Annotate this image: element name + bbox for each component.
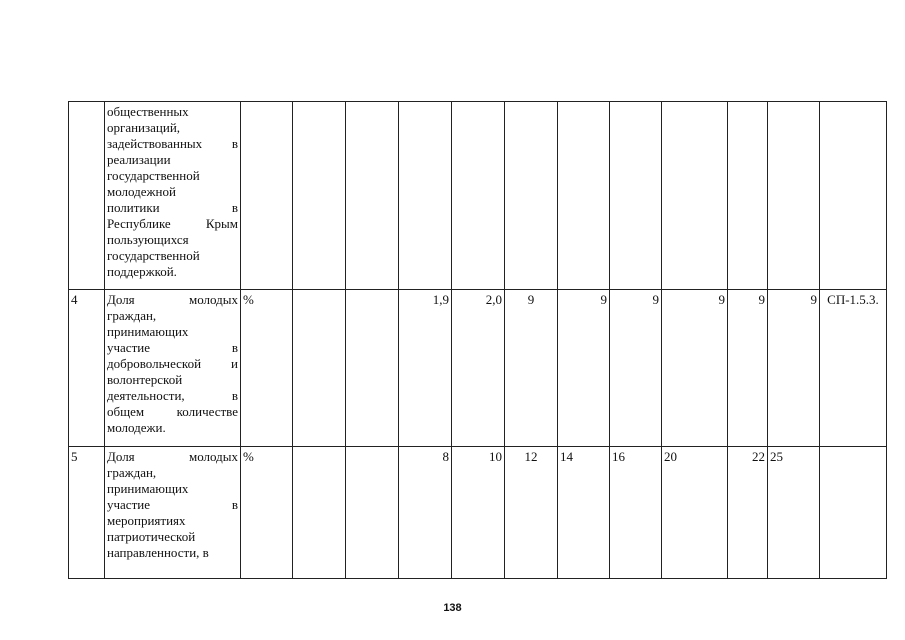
table-row	[69, 102, 887, 290]
value-cell	[558, 102, 610, 290]
indicator-name-cell	[105, 102, 241, 290]
indicator-name-line: направленности, в	[107, 545, 209, 560]
indicator-name-line: участие в	[107, 497, 238, 512]
indicator-name-line: реализации	[107, 152, 171, 167]
value-cell: 9	[558, 290, 610, 447]
row-number-cell	[69, 102, 105, 290]
indicator-name-line: деятельности, в	[107, 388, 238, 403]
indicator-name-line: политики в	[107, 200, 238, 215]
indicator-name-line: Доля молодых	[107, 449, 238, 464]
value-cell	[346, 447, 399, 579]
indicator-name-line: государственной	[107, 168, 200, 183]
value-cell: 9	[768, 290, 820, 447]
value-cell	[399, 102, 452, 290]
unit-cell: %	[241, 447, 293, 579]
value-cell: 10	[452, 447, 505, 579]
table-row	[69, 290, 887, 447]
value-cell: 1,9	[399, 290, 452, 447]
row-number-cell: 5	[69, 447, 105, 579]
indicator-name-line: принимающих	[107, 324, 189, 339]
value-cell	[346, 290, 399, 447]
value-cell: 8	[399, 447, 452, 579]
value-cell	[293, 102, 346, 290]
indicator-name-cell	[105, 447, 241, 579]
reference-cell	[820, 102, 887, 290]
indicator-name-line: пользующихся	[107, 232, 189, 247]
value-cell	[728, 102, 768, 290]
indicator-name-line: граждан,	[107, 308, 157, 323]
indicator-name-line: участие в	[107, 340, 238, 355]
value-cell: 9	[662, 290, 728, 447]
value-cell	[662, 102, 728, 290]
value-cell: 2,0	[452, 290, 505, 447]
indicator-name-line: мероприятиях	[107, 513, 186, 528]
indicator-name-line: общественных	[107, 104, 189, 119]
indicator-name-line: задействованных в	[107, 136, 238, 151]
indicator-name-line: принимающих	[107, 481, 189, 496]
value-cell	[293, 290, 346, 447]
value-cell: 9	[610, 290, 662, 447]
indicator-name-line: граждан,	[107, 465, 157, 480]
value-cell	[346, 102, 399, 290]
value-cell: 20	[662, 447, 728, 579]
value-cell: 9	[728, 290, 768, 447]
value-cell	[505, 102, 558, 290]
indicator-name-line: добровольческой и	[107, 356, 238, 371]
unit-cell: %	[241, 290, 293, 447]
value-cell: 22	[728, 447, 768, 579]
indicator-name-line: молодежной	[107, 184, 176, 199]
reference-cell	[820, 447, 887, 579]
indicator-name-line: поддержкой.	[107, 264, 177, 279]
value-cell	[293, 447, 346, 579]
indicator-name-line: волонтерской	[107, 372, 183, 387]
indicator-name-line: Доля молодых	[107, 292, 238, 307]
value-cell: 9	[505, 290, 558, 447]
value-cell	[768, 102, 820, 290]
page-number: 138	[443, 602, 462, 614]
value-cell: 12	[505, 447, 558, 579]
indicators-table	[68, 101, 887, 579]
value-cell: 25	[768, 447, 820, 579]
indicator-name-line: общем количестве	[107, 404, 238, 419]
value-cell: 16	[610, 447, 662, 579]
value-cell	[610, 102, 662, 290]
indicator-name-line: молодежи.	[107, 420, 166, 435]
indicator-name-cell	[105, 290, 241, 447]
table-row	[69, 447, 887, 579]
indicator-name-line: патриотической	[107, 529, 196, 544]
row-number-cell: 4	[69, 290, 105, 447]
unit-cell	[241, 102, 293, 290]
indicator-name-line: Республике Крым	[107, 216, 238, 231]
reference-cell: СП-1.5.3.	[820, 290, 887, 447]
indicator-name-line: государственной	[107, 248, 200, 263]
indicator-name-line: организаций,	[107, 120, 181, 135]
value-cell: 14	[558, 447, 610, 579]
value-cell	[452, 102, 505, 290]
